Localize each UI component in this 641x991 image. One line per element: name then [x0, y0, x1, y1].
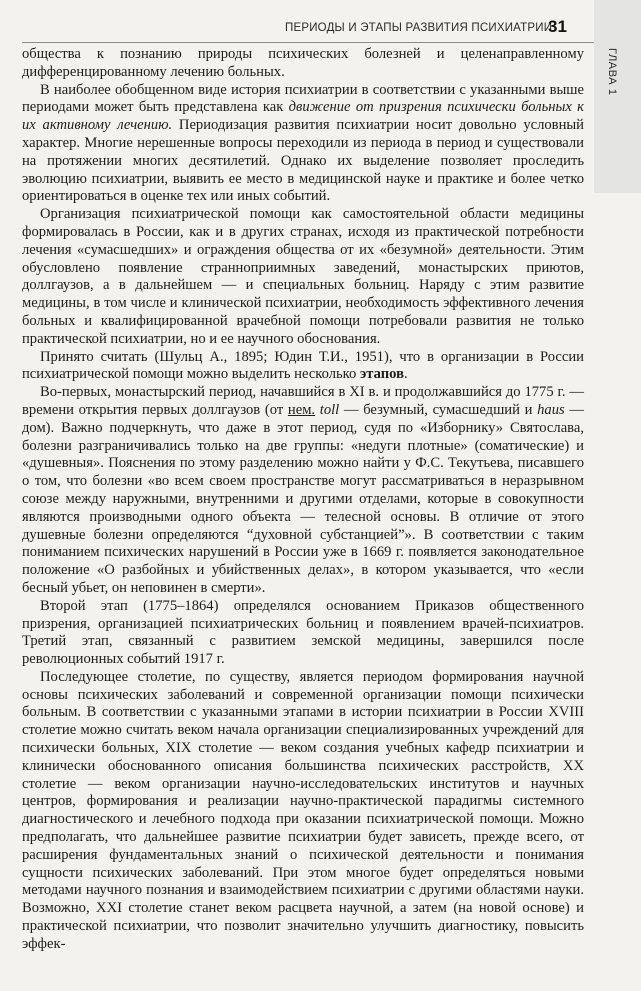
running-head: ПЕРИОДЫ И ЭТАПЫ РАЗВИТИЯ ПСИХИАТРИИ — [285, 22, 553, 34]
page-header — [0, 0, 641, 42]
paragraph-4-text-c: . — [403, 366, 408, 383]
paragraph-4 — [22, 349, 584, 385]
paragraph-4-bold-term: этапов — [359, 366, 404, 383]
chapter-side-tab — [594, 0, 641, 193]
paragraph-5-abbrev: нем. — [287, 401, 316, 418]
paragraph-5-text-e: — безумный, сумасшедший и — [339, 401, 538, 418]
paragraph-6: Второй этап (1775–1864) определялся основанием Приказов общественного призрения, организацией психиатрических больниц и появлением врачей-психиатров. Третий этап, связанный с развитием земской медицины, завершился после революционных событий 1917 г. — [22, 597, 584, 668]
paragraph-2-text-a: В наиболее обобщенном виде история психиатрии в соответствии с указанными выше периодами может быть представлена как — [22, 81, 584, 116]
paragraph-4-text-a: Принято считать (Шульц А., 1895; Юдин Т.И., 1951), что в организации в России психиатрической помощи можно выделить несколько — [22, 348, 584, 383]
paragraph-5 — [22, 384, 584, 598]
paragraph-7: Последующее столетие, по существу, является периодом формирования научной основы психических заболеваний и современной организации помощи психически больным. В соответствии с указанными этапами в истории психиатрии в России XVIII столетие можно считать веком начала организации специализированных учреждений для психически больных, XIX столетие — веком создания учебных кафедр психиатрии и клинически обоснованного описания большинства психических расстройств, XX столетие — веком организации научно-исследовательских институтов и научных центров, формирования и реализации научно-практической парадигмы системного диагностического и лечебного подхода при оказании психиатрической помощи. Можно предполагать, что дальнейшее развитие психиатрии будет зависеть, прежде всего, от расширения фундаментальных знаний о психической деятельности и понимания сущности психических заболеваний. При этом многое будет определяться новыми методами научного познания и взаимодействием психиатрии с другими областями науки. Возможно, XXI столетие станет веком расцвета научной, а затем (на новой основе) и практической психиатрии, что позволит значительно улучшить диагностику, повысить эффек- — [22, 668, 584, 952]
paragraph-2 — [22, 82, 584, 207]
paragraph-2-emphasis: движение от призрения психически больных к их активному лечению. — [22, 99, 584, 134]
paragraph-2-text-c: Периодизация развития психиатрии носит довольно условный характер. Многие нерешенные вопросы переходили из периода в период и существовали на протяжении многих десятилетий. Однако их выделение позволяет проследить эволюцию психиатрии, выявить ее место в медицинской науке и практике и более четко ориентироваться в оценке тех или иных событий. — [22, 117, 584, 205]
paragraph-1: общества к познанию природы психических болезней и целенаправленному дифференцированному лечению больных. — [22, 46, 584, 80]
chapter-tab-label: ГЛАВА 1 — [606, 48, 618, 96]
page-number: 31 — [548, 17, 567, 36]
paragraph-5-text-g: — дом). Важно подчеркнуть, что даже в этот период, судя по «Изборнику» Святослава, болезни разграничивались только на две группы: «недуги плотные» (соматические) и «душевныя». Пояснения по этому разделению можно найти у Ф.С. Текутьева, писавшего о том, что болезни «во всем своем пространстве могут рассматриваться в неразрывном союзе между наружными, внутренними и другими отделами, которые в совокупности являются производными одного объекта — телесной основы. В отличие от этого душевные болезни определяются “духовной субстанцией”». В соответствии с таким пониманием психических нарушений в России уже в 1669 г. появляется законодательное положение «О разбойных и убийственных делах», в котором указывается, что «если бесный убьет, он неповинен в смерти». — [22, 401, 584, 596]
text-body — [22, 46, 584, 954]
paragraph-3: Организация психиатрической помощи как самостоятельной области медицины формировалась в России, как и в других странах, исходя из практической потребности лечения «сумасшедших» и ограждения общества от их «безумной» деятельности. Этим обусловлено появление странноприимных заведений, монастырских приютов, доллгаузов, а в дальнейшем — и специальных больниц. Наряду с этим развитие медицины, в том числе и клинической психиатрии, необходимость эффективного лечения больных и квалифицированной врачебной помощи потребовали развития не только практической психиатрии, но и ее научного обоснования. — [22, 206, 584, 347]
header-rule — [22, 42, 598, 43]
paragraph-5-term-haus: haus — [537, 401, 565, 418]
paragraph-5-text-a: Во-первых, монастырский период, начавшийся в XI в. и продолжавшийся до 1775 г. — времени открытия первых доллгаузов (от — [22, 384, 584, 418]
paragraph-5-term-toll: toll — [319, 401, 340, 418]
